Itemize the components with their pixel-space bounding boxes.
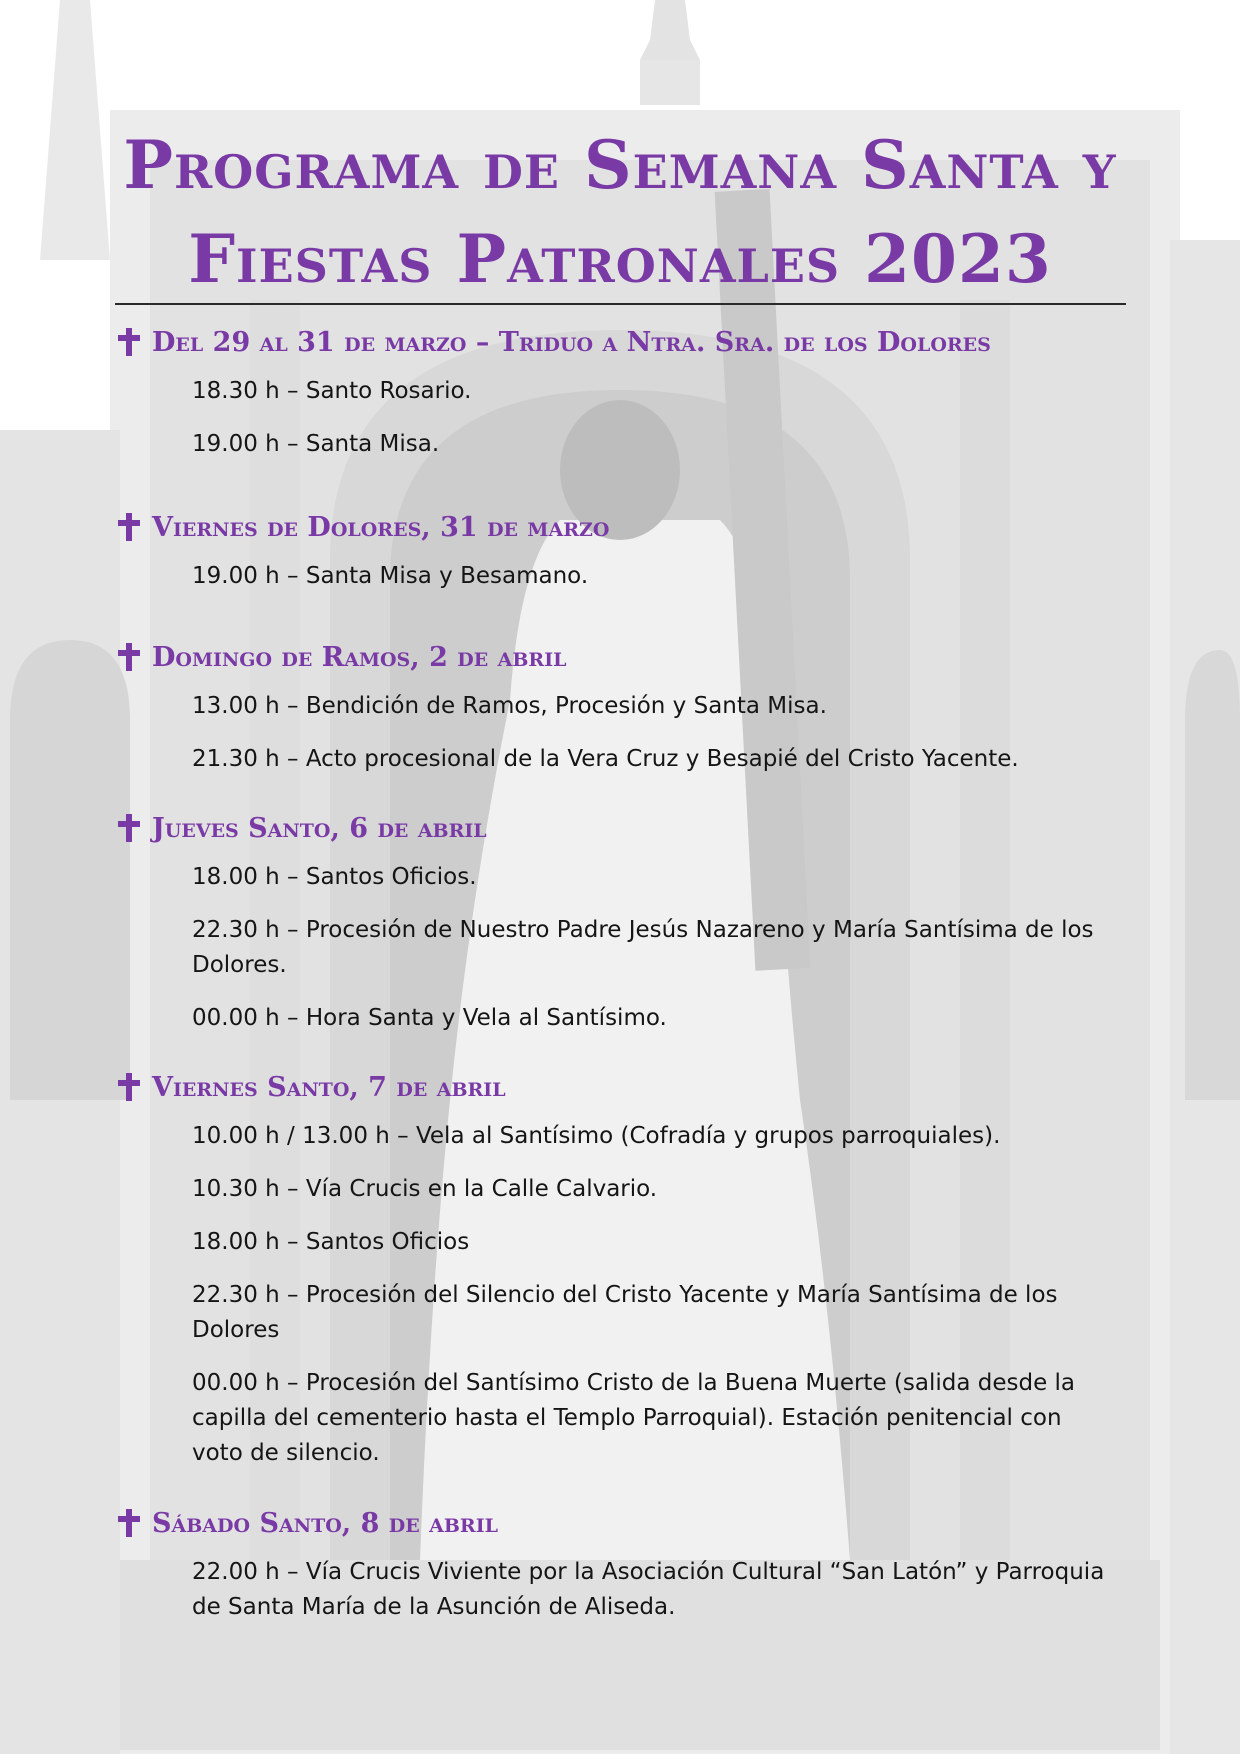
section-items [192, 559, 1128, 594]
section-sabado-santo [118, 1503, 1128, 1643]
title-line-1: Programa de Semana Santa y [123, 126, 1117, 204]
section-triduo [118, 322, 1128, 480]
title-divider [115, 303, 1126, 305]
section-items [192, 374, 1128, 462]
schedule-item: 18.00 h – Santos Oficios [192, 1229, 470, 1255]
cross-icon [118, 513, 140, 541]
schedule-item: 19.00 h – Santa Misa y Besamano. [192, 563, 589, 589]
schedule-item: 19.00 h – Santa Misa. [192, 431, 440, 457]
section-heading [118, 322, 1128, 362]
section-heading [118, 507, 1128, 547]
title-line-2: Fiestas Patronales 2023 [188, 220, 1052, 298]
schedule-item: 22.30 h – Procesión del Silencio del Cristo Yacente y María Santísima de los Dolores [192, 1282, 1058, 1343]
schedule-item: 00.00 h – Hora Santa y Vela al Santísimo. [192, 1005, 667, 1031]
section-items [192, 1119, 1128, 1471]
section-heading-text: Del 29 al 31 de marzo – Triduo a Ntra. Sra. de los Dolores [152, 326, 991, 358]
cross-icon [118, 643, 140, 671]
cross-icon [118, 1073, 140, 1101]
schedule-item: 10.00 h / 13.00 h – Vela al Santísimo (Cofradía y grupos parroquiales). [192, 1123, 1001, 1149]
section-heading [118, 808, 1128, 848]
section-heading-text: Viernes de Dolores, 31 de marzo [152, 511, 610, 543]
section-heading-text: Viernes Santo, 7 de abril [152, 1071, 506, 1103]
section-heading [118, 637, 1128, 677]
schedule-item: 10.30 h – Vía Crucis en la Calle Calvario. [192, 1176, 658, 1202]
section-viernes-dolores [118, 507, 1128, 612]
schedule-item: 18.30 h – Santo Rosario. [192, 378, 472, 404]
section-items [192, 1555, 1128, 1625]
section-heading [118, 1503, 1128, 1543]
schedule-item: 22.00 h – Vía Crucis Viviente por la Asociación Cultural “San Latón” y Parroquia de Santa María de la Asunción de Aliseda. [192, 1559, 1105, 1620]
cross-icon [118, 1509, 140, 1537]
schedule-item: 21.30 h – Acto procesional de la Vera Cruz y Besapié del Cristo Yacente. [192, 746, 1019, 772]
section-items [192, 689, 1128, 777]
cross-icon [118, 328, 140, 356]
section-viernes-santo [118, 1067, 1128, 1489]
schedule-item: 13.00 h – Bendición de Ramos, Procesión y Santa Misa. [192, 693, 827, 719]
section-heading-text: Jueves Santo, 6 de abril [152, 812, 487, 844]
section-domingo-ramos [118, 637, 1128, 795]
schedule-item: 00.00 h – Procesión del Santísimo Cristo de la Buena Muerte (salida desde la capilla del cementerio hasta el Templo Parroquial). Estación penitencial con voto de silencio. [192, 1370, 1076, 1466]
section-heading [118, 1067, 1128, 1107]
page-title [80, 118, 1160, 306]
section-heading-text: Domingo de Ramos, 2 de abril [152, 641, 567, 673]
section-heading-text: Sábado Santo, 8 de abril [152, 1507, 498, 1539]
section-items [192, 860, 1128, 1036]
cross-icon [118, 814, 140, 842]
schedule-item: 18.00 h – Santos Oficios. [192, 864, 477, 890]
section-jueves-santo [118, 808, 1128, 1054]
schedule-item: 22.30 h – Procesión de Nuestro Padre Jesús Nazareno y María Santísima de los Dolores. [192, 917, 1094, 978]
